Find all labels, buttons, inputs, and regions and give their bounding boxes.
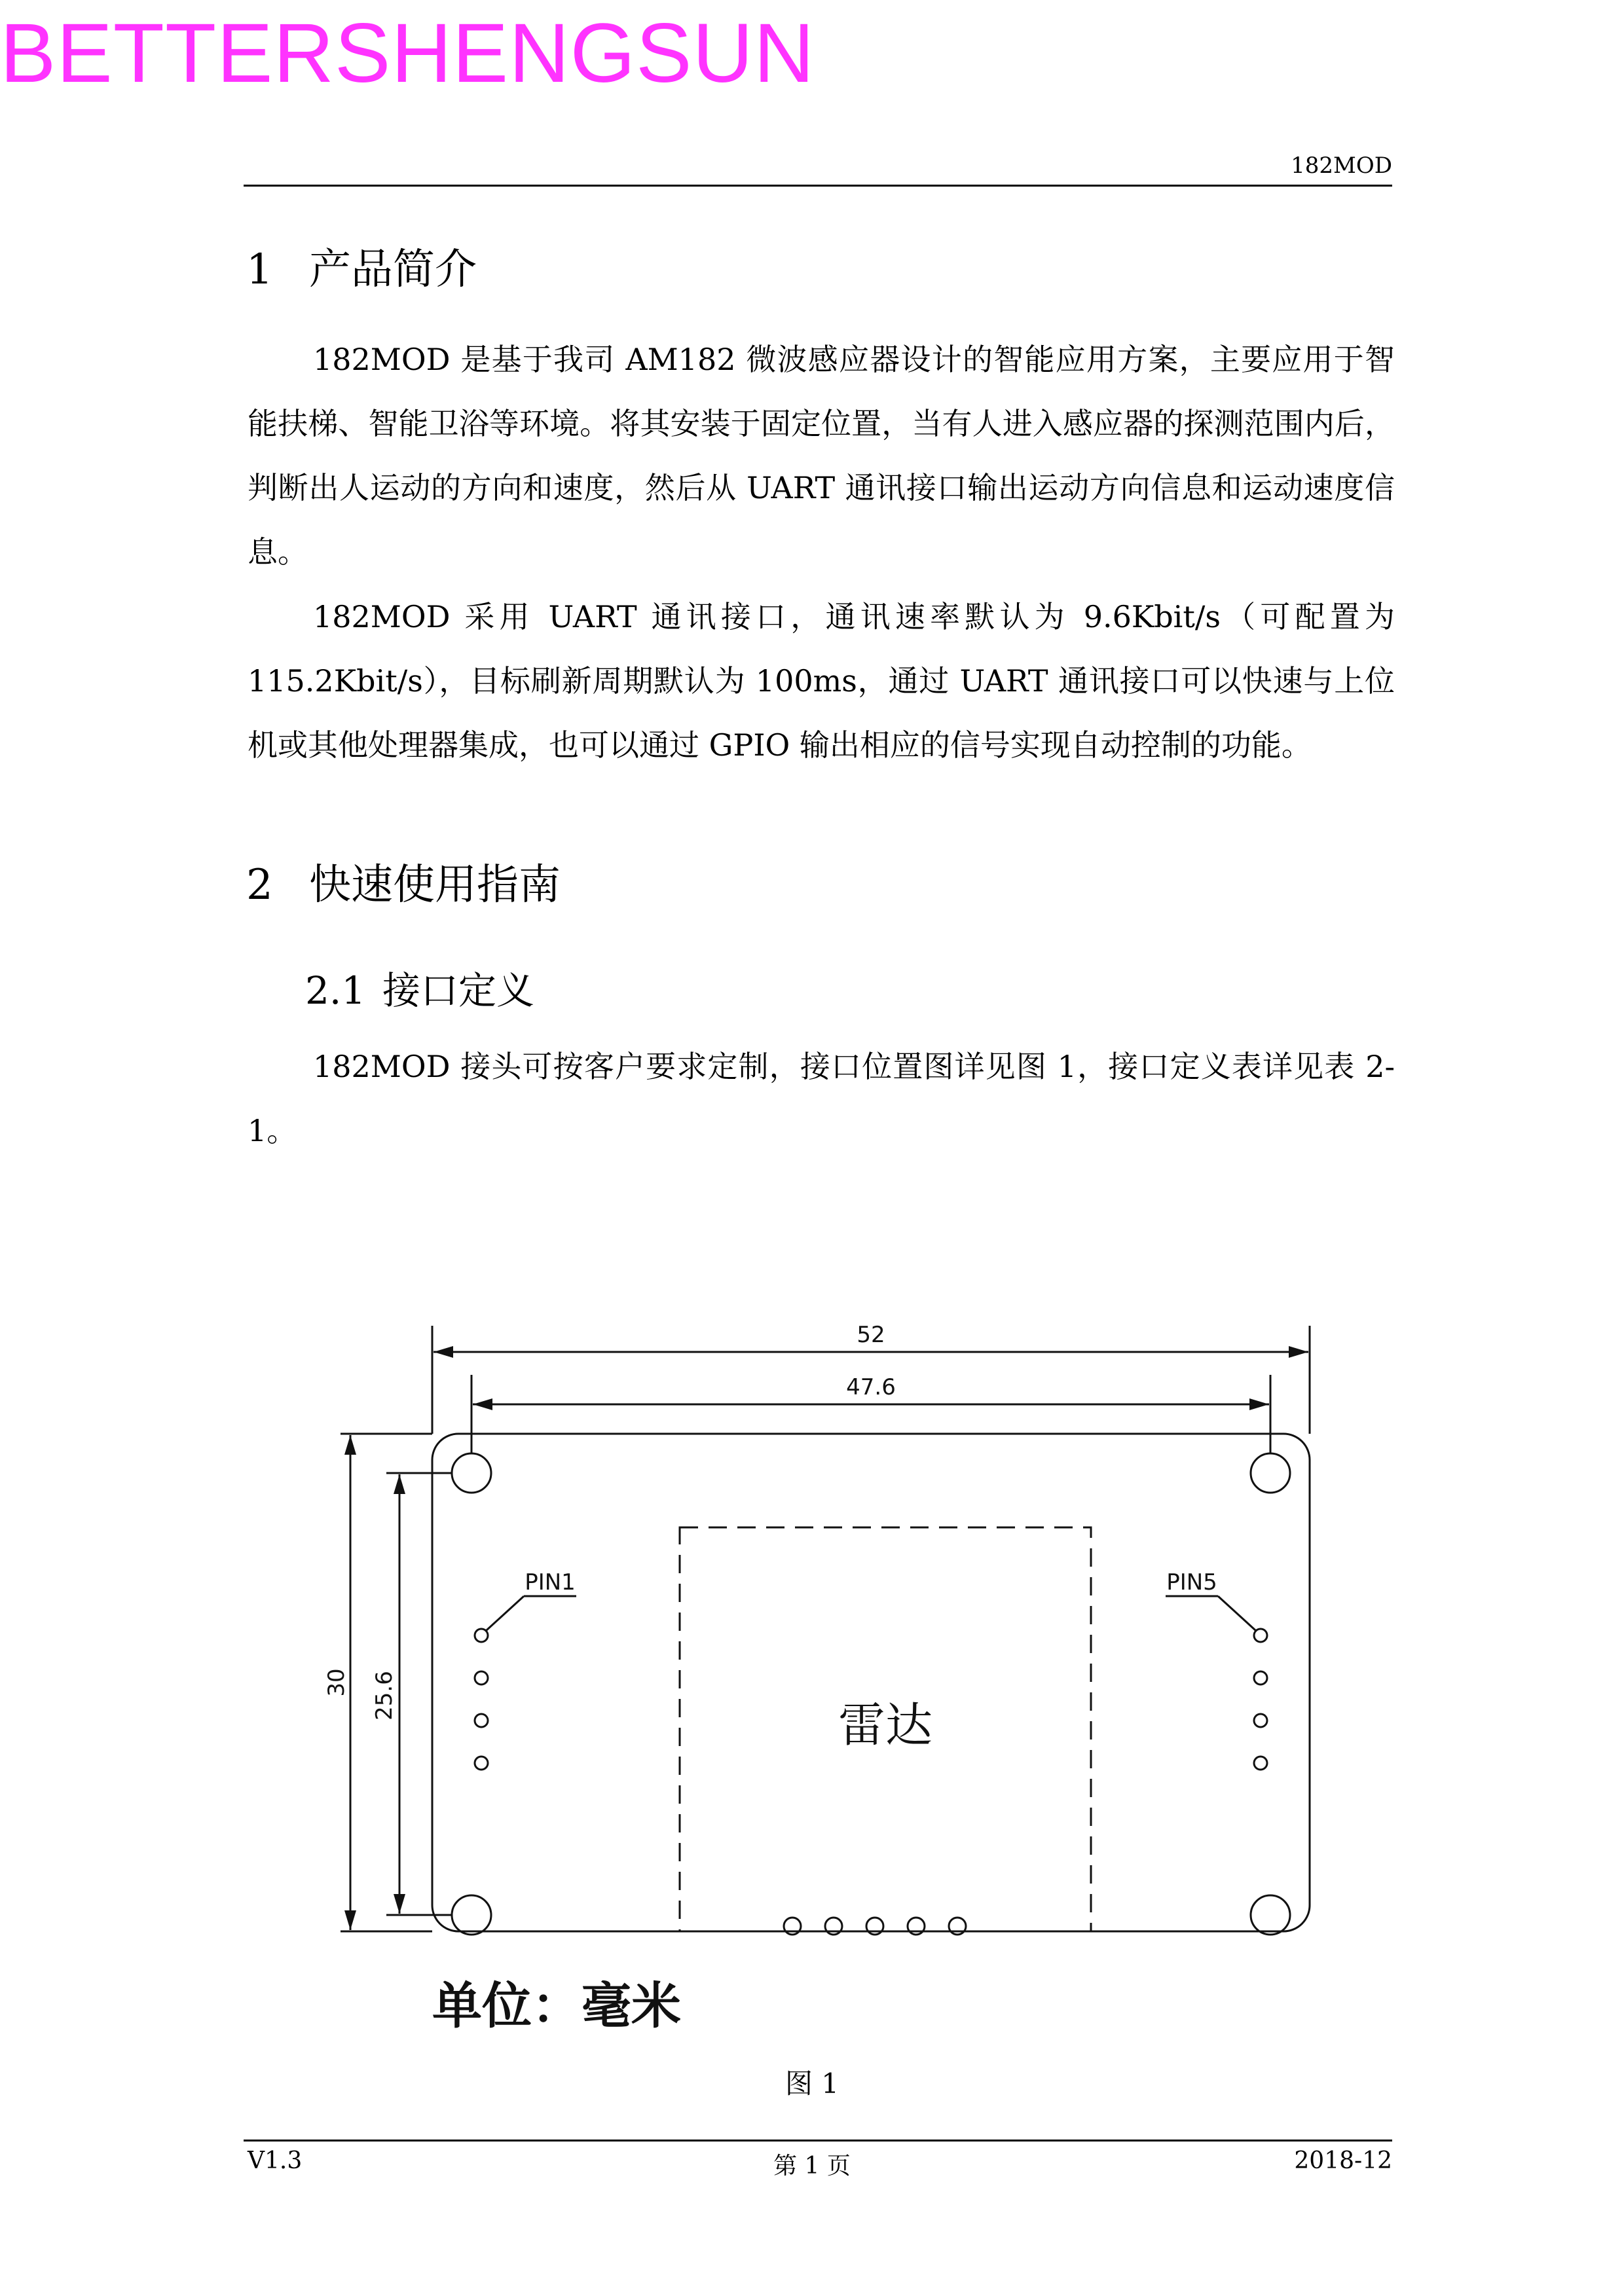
mounting-hole [452,1895,491,1935]
header-rule [244,185,1392,187]
pin-pad [1254,1629,1267,1642]
pin-pad [475,1757,488,1770]
pin-pad [1254,1714,1267,1727]
pin-pad [475,1714,488,1727]
pin-pad [1254,1757,1267,1770]
figure-caption: 图 1 [784,2068,840,2100]
interface-paragraph: 182MOD 接头可按客户要求定制，接口位置图详见图 1，接口定义表详见表 2-1。 [248,1049,1395,1148]
footer-page-number: 第 1 页 [773,2153,851,2179]
section-number: 1 [246,246,273,294]
dim-total-width: 52 [857,1322,885,1348]
board-outline [432,1434,1310,1931]
intro-paragraph-2: 182MOD 采用 UART 通讯接口，通讯速率默认为 9.6Kbit/s（可配置为 115.2Kbit/s），目标刷新周期默认为 100ms，通过 UART 通讯接口可以快速与上位机或其他处理器集成，也可以通过 GPIO 输出相应的信号实现自动控制的功能。 [248,599,1395,763]
section-number: 2.1 [305,968,366,1013]
unit-label: 单位：毫米 [432,1977,681,2035]
footer-version: V1.3 [248,2147,303,2174]
pin-pad [475,1629,488,1642]
pin-pad [1254,1671,1267,1685]
radar-label: 雷达 [838,1698,933,1753]
pin-pad [475,1671,488,1685]
dim-total-height: 30 [323,1668,350,1697]
section-title: 快速使用指南 [309,861,561,909]
pin5-label: PIN5 [1166,1569,1217,1595]
footer-rule [244,2140,1392,2141]
header-model: 182MOD [1291,153,1392,179]
dim-hole-width: 47.6 [846,1374,896,1400]
pin1-label: PIN1 [525,1569,576,1595]
intro-paragraph-1: 182MOD 是基于我司 AM182 微波感应器设计的智能应用方案，主要应用于智能扶梯、智能卫浴等环境。将其安装于固定位置，当有人进入感应器的探测范围内后，判断出人运动的方向和速度，然后从 UART 通讯接口输出运动方向信息和运动速度信息。 [248,342,1395,570]
mounting-hole [452,1453,491,1493]
section-title: 接口定义 [382,968,535,1013]
section-title: 产品简介 [309,246,477,294]
footer-date: 2018-12 [1294,2147,1392,2174]
section-1-heading [246,236,477,296]
mounting-hole [1251,1895,1290,1935]
section-2-1-heading [305,960,534,1015]
section-number: 2 [246,861,273,909]
mounting-hole [1251,1453,1290,1493]
pcb-dimension-drawing [308,1303,1329,2049]
section-2-heading [246,851,561,911]
dim-hole-height: 25.6 [371,1671,397,1721]
watermark-text: BETTERSHENGSUN [0,7,815,100]
